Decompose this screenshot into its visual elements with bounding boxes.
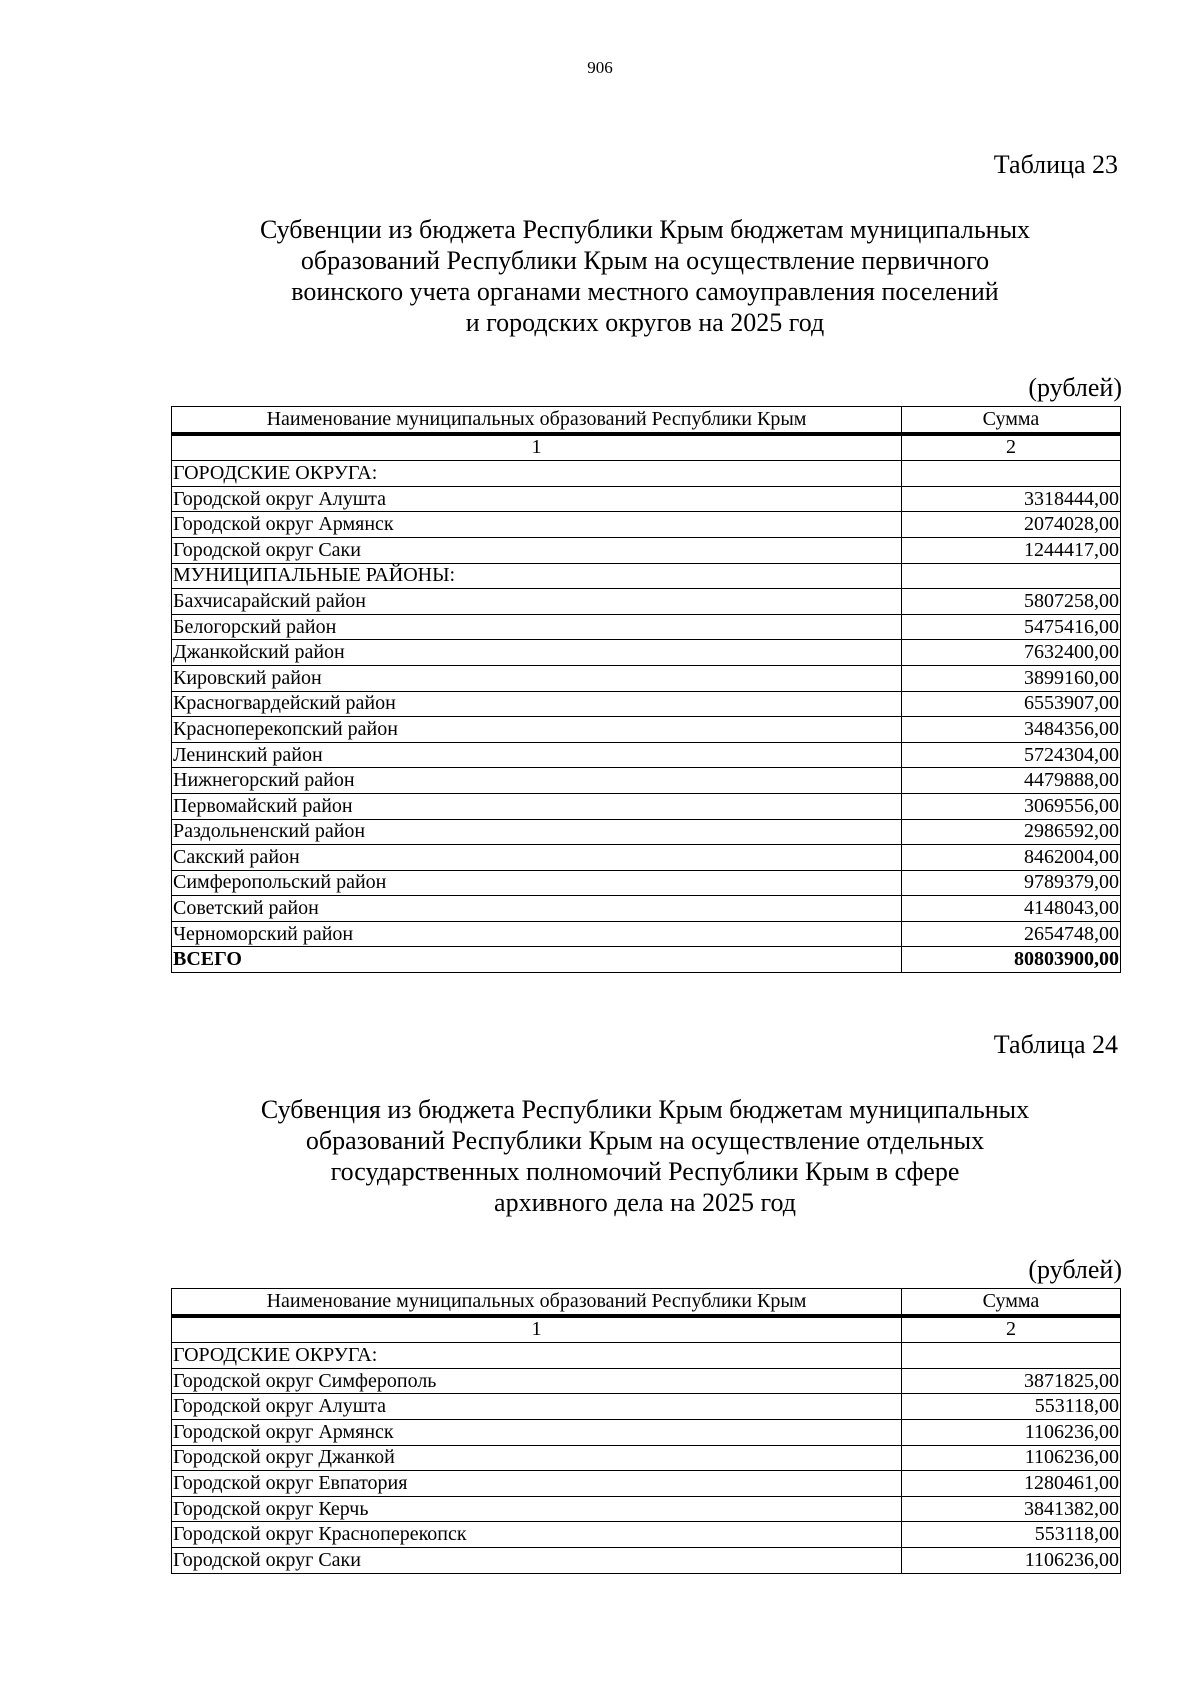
row-name-cell: Раздольненский район bbox=[172, 819, 902, 845]
table-row bbox=[172, 461, 1121, 487]
table-row bbox=[172, 512, 1121, 538]
row-name-cell: Советский район bbox=[172, 896, 902, 922]
row-sum-cell: 3069556,00 bbox=[902, 793, 1121, 819]
table-23 bbox=[171, 406, 1121, 973]
table-row bbox=[172, 1343, 1121, 1369]
table-row bbox=[172, 1547, 1121, 1573]
column-number-2: 2 bbox=[902, 434, 1121, 461]
table-row bbox=[172, 1419, 1121, 1445]
table-row bbox=[172, 870, 1121, 896]
row-sum-cell: 4479888,00 bbox=[902, 768, 1121, 794]
table-24-title-line: образований Республики Крым на осуществление отдельных bbox=[305, 1126, 985, 1155]
column-number-1: 1 bbox=[172, 434, 902, 461]
row-sum-cell: 2986592,00 bbox=[902, 819, 1121, 845]
row-sum-cell: 8462004,00 bbox=[902, 845, 1121, 871]
row-name-cell: Кировский район bbox=[172, 665, 902, 691]
row-sum-cell: 3318444,00 bbox=[902, 486, 1121, 512]
row-name-cell: Первомайский район bbox=[172, 793, 902, 819]
row-name-cell: ГОРОДСКИЕ ОКРУГА: bbox=[172, 1343, 902, 1369]
row-sum-cell: 553118,00 bbox=[902, 1522, 1121, 1548]
row-sum-cell: 6553907,00 bbox=[902, 691, 1121, 717]
table-23-unit: (рублей) bbox=[1028, 373, 1122, 402]
table-header-row bbox=[172, 407, 1121, 434]
row-name-cell: Городской округ Армянск bbox=[172, 1419, 902, 1445]
row-sum-cell: 3899160,00 bbox=[902, 665, 1121, 691]
page-number: 906 bbox=[587, 58, 613, 77]
table-24-title bbox=[150, 1094, 1140, 1218]
row-sum-cell: 553118,00 bbox=[902, 1394, 1121, 1420]
row-name-cell: МУНИЦИПАЛЬНЫЕ РАЙОНЫ: bbox=[172, 563, 902, 589]
total-sum-cell: 80803900,00 bbox=[902, 947, 1121, 973]
table-24 bbox=[171, 1288, 1121, 1574]
table-row bbox=[172, 1445, 1121, 1471]
column-number-2: 2 bbox=[902, 1316, 1121, 1343]
row-sum-cell bbox=[902, 461, 1121, 487]
row-sum-cell: 1280461,00 bbox=[902, 1471, 1121, 1497]
row-sum-cell bbox=[902, 1343, 1121, 1369]
table-24-title-line: архивного дела на 2025 год bbox=[494, 1188, 796, 1217]
table-row bbox=[172, 537, 1121, 563]
table-row bbox=[172, 768, 1121, 794]
table-24-unit: (рублей) bbox=[1028, 1255, 1122, 1284]
table-row bbox=[172, 640, 1121, 666]
total-row bbox=[172, 947, 1121, 973]
table-row bbox=[172, 819, 1121, 845]
row-sum-cell: 3484356,00 bbox=[902, 717, 1121, 743]
table-row bbox=[172, 717, 1121, 743]
row-sum-cell: 4148043,00 bbox=[902, 896, 1121, 922]
row-sum-cell: 1106236,00 bbox=[902, 1547, 1121, 1573]
table-row bbox=[172, 845, 1121, 871]
column-number-row bbox=[172, 1316, 1121, 1343]
row-name-cell: Симферопольский район bbox=[172, 870, 902, 896]
table-row bbox=[172, 691, 1121, 717]
table-23-title-line: и городских округов на 2025 год bbox=[465, 308, 825, 337]
row-sum-cell: 7632400,00 bbox=[902, 640, 1121, 666]
table-header-row bbox=[172, 1289, 1121, 1316]
row-name-cell: Городской округ Симферополь bbox=[172, 1368, 902, 1394]
row-name-cell: Городской округ Армянск bbox=[172, 512, 902, 538]
table-row bbox=[172, 563, 1121, 589]
row-sum-cell: 1106236,00 bbox=[902, 1419, 1121, 1445]
row-name-cell: Городской округ Алушта bbox=[172, 1394, 902, 1420]
table-row bbox=[172, 1471, 1121, 1497]
row-sum-cell: 3841382,00 bbox=[902, 1496, 1121, 1522]
row-name-cell: Городской округ Евпатория bbox=[172, 1471, 902, 1497]
table-row bbox=[172, 1368, 1121, 1394]
row-sum-cell: 3871825,00 bbox=[902, 1368, 1121, 1394]
table-row bbox=[172, 921, 1121, 947]
column-header-name: Наименование муниципальных образований Республики Крым bbox=[172, 1289, 902, 1316]
table-row bbox=[172, 1394, 1121, 1420]
row-name-cell: Красногвардейский район bbox=[172, 691, 902, 717]
table-row bbox=[172, 614, 1121, 640]
row-sum-cell: 5475416,00 bbox=[902, 614, 1121, 640]
row-name-cell: Городской округ Красноперекопск bbox=[172, 1522, 902, 1548]
row-name-cell: Джанкойский район bbox=[172, 640, 902, 666]
column-number-1: 1 bbox=[172, 1316, 902, 1343]
row-name-cell: Ленинский район bbox=[172, 742, 902, 768]
table-23-title bbox=[150, 214, 1140, 338]
row-name-cell: ГОРОДСКИЕ ОКРУГА: bbox=[172, 461, 902, 487]
column-number-row bbox=[172, 434, 1121, 461]
row-sum-cell: 2654748,00 bbox=[902, 921, 1121, 947]
table-24-title-line: государственных полномочий Республики Крым в сфере bbox=[330, 1157, 960, 1186]
row-name-cell: Черноморский район bbox=[172, 921, 902, 947]
row-name-cell: Городской округ Саки bbox=[172, 537, 902, 563]
row-sum-cell bbox=[902, 563, 1121, 589]
row-name-cell: Городской округ Джанкой bbox=[172, 1445, 902, 1471]
row-name-cell: Бахчисарайский район bbox=[172, 589, 902, 615]
row-sum-cell: 9789379,00 bbox=[902, 870, 1121, 896]
row-name-cell: Городской округ Алушта bbox=[172, 486, 902, 512]
table-24-label: Таблица 24 bbox=[993, 1030, 1118, 1059]
table-row bbox=[172, 742, 1121, 768]
total-label-cell: ВСЕГО bbox=[172, 947, 902, 973]
table-row bbox=[172, 1522, 1121, 1548]
table-row bbox=[172, 793, 1121, 819]
table-23-label: Таблица 23 bbox=[993, 150, 1118, 179]
column-header-sum: Сумма bbox=[902, 407, 1121, 434]
table-23-title-line: воинского учета органами местного самоуправления поселений bbox=[291, 277, 999, 306]
table-row bbox=[172, 896, 1121, 922]
row-sum-cell: 5724304,00 bbox=[902, 742, 1121, 768]
row-name-cell: Городской округ Саки bbox=[172, 1547, 902, 1573]
row-sum-cell: 2074028,00 bbox=[902, 512, 1121, 538]
row-name-cell: Красноперекопский район bbox=[172, 717, 902, 743]
column-header-sum: Сумма bbox=[902, 1289, 1121, 1316]
table-24-title-line: Субвенция из бюджета Республики Крым бюджетам муниципальных bbox=[260, 1095, 1030, 1124]
table-23-title-line: образований Республики Крым на осуществление первичного bbox=[300, 246, 990, 275]
table-row bbox=[172, 589, 1121, 615]
column-header-name: Наименование муниципальных образований Республики Крым bbox=[172, 407, 902, 434]
row-sum-cell: 1244417,00 bbox=[902, 537, 1121, 563]
row-sum-cell: 5807258,00 bbox=[902, 589, 1121, 615]
table-row bbox=[172, 665, 1121, 691]
row-name-cell: Белогорский район bbox=[172, 614, 902, 640]
row-name-cell: Сакский район bbox=[172, 845, 902, 871]
table-23-title-line: Субвенции из бюджета Республики Крым бюджетам муниципальных bbox=[259, 215, 1031, 244]
row-name-cell: Нижнегорский район bbox=[172, 768, 902, 794]
table-row bbox=[172, 1496, 1121, 1522]
row-name-cell: Городской округ Керчь bbox=[172, 1496, 902, 1522]
row-sum-cell: 1106236,00 bbox=[902, 1445, 1121, 1471]
table-row bbox=[172, 486, 1121, 512]
